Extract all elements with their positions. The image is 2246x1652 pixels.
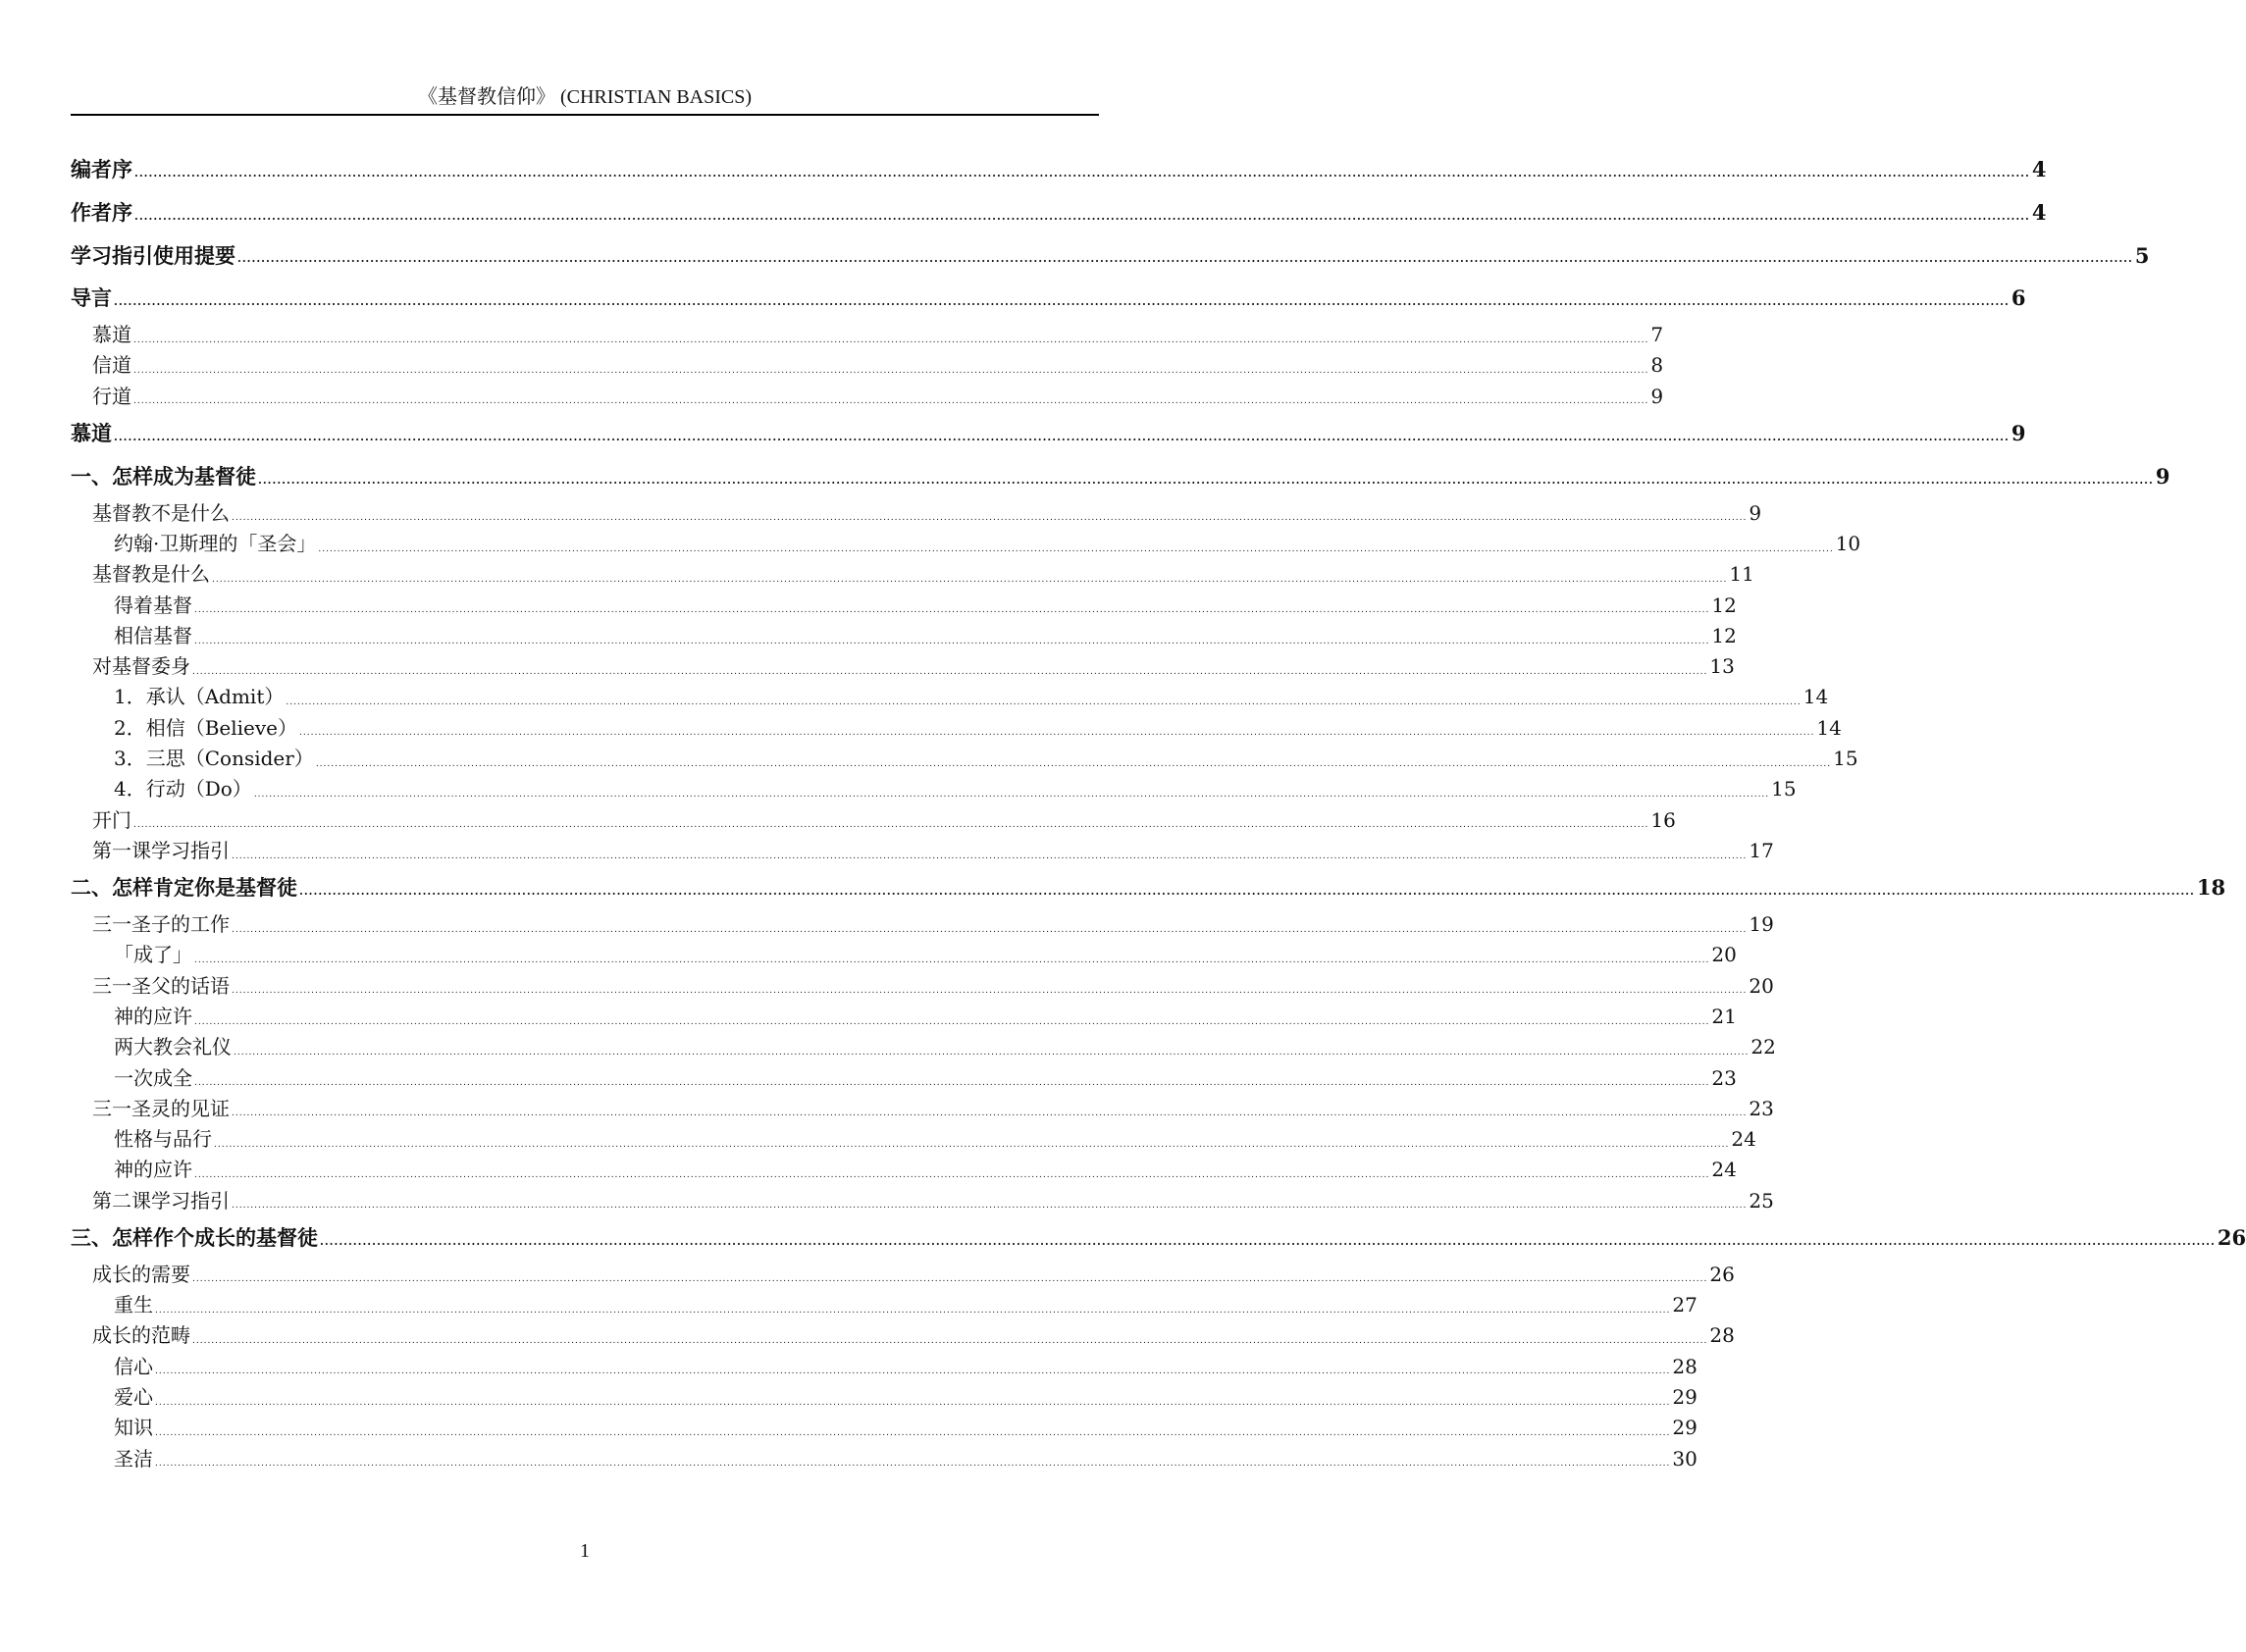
toc-entry-title: 相信基督 [114,623,192,647]
toc-entry-page: 30 [1672,1446,1698,1471]
toc-entry-page: 22 [1750,1035,1776,1059]
toc-entry-level-3[interactable] [71,1413,1698,1443]
toc-entry-level-2[interactable] [71,1260,1735,1290]
toc-entry-level-1[interactable] [71,234,2150,278]
toc-entry-title: 信心 [114,1354,153,1378]
toc-entry-page: 14 [1802,685,1829,709]
toc-leader-dots: ................................................................................................................................................................................................................................................................................................................................................................................................................ [315,758,1832,769]
toc-entry-page: 8 [1650,353,1664,378]
toc-leader-dots: ................................................................................................................................................................................................................................................................................................................................................................................................................ [114,430,2010,443]
toc-entry-page: 9 [1650,384,1664,408]
toc-entry-title: 三一圣灵的见证 [92,1096,230,1120]
toc-entry-title: 成长的需要 [92,1262,190,1286]
toc-entry-title: 编者序 [71,157,132,181]
toc-entry-page: 20 [1711,943,1737,967]
toc-entry-title: 三、怎样作个成长的基督徒 [71,1225,318,1250]
toc-entry-level-2[interactable] [71,382,1664,412]
toc-entry-page: 9 [2011,421,2026,446]
toc-entry-page: 4 [2031,157,2047,181]
toc-leader-dots: ................................................................................................................................................................................................................................................................................................................................................................................................................ [134,209,2030,223]
toc-leader-dots: ................................................................................................................................................................................................................................................................................................................................................................................................................ [232,1201,1748,1212]
toc-entry-page: 23 [1749,1096,1774,1120]
toc-entry-title: 导言 [71,285,112,311]
toc-leader-dots: ................................................................................................................................................................................................................................................................................................................................................................................................................ [155,1427,1671,1438]
toc-leader-dots: ................................................................................................................................................................................................................................................................................................................................................................................................................ [258,473,2154,487]
toc-leader-dots: ................................................................................................................................................................................................................................................................................................................................................................................................................ [155,1397,1671,1408]
toc-entry-level-2[interactable] [71,559,1754,590]
toc-leader-dots: ................................................................................................................................................................................................................................................................................................................................................................................................................ [237,252,2133,266]
toc-entry-title: 慕道 [71,421,112,446]
toc-leader-dots: ................................................................................................................................................................................................................................................................................................................................................................................................................ [114,295,2010,309]
toc-leader-dots: ................................................................................................................................................................................................................................................................................................................................................................................................................ [192,1274,1708,1285]
toc-entry-level-3[interactable] [71,1352,1698,1382]
toc-entry-level-2[interactable] [71,1320,1735,1351]
toc-leader-dots: ................................................................................................................................................................................................................................................................................................................................................................................................................ [134,166,2030,180]
toc-entry-title: 基督教是什么 [92,562,210,587]
toc-leader-dots: ................................................................................................................................................................................................................................................................................................................................................................................................................ [214,1139,1730,1150]
toc-leader-dots: ................................................................................................................................................................................................................................................................................................................................................................................................................ [318,543,1834,554]
toc-entry-level-1[interactable] [71,455,2170,498]
toc-leader-dots: ................................................................................................................................................................................................................................................................................................................................................................................................................ [194,955,1710,965]
toc-entry-level-3[interactable] [71,1063,1737,1094]
toc-entry-title: 三一圣子的工作 [92,912,230,937]
table-of-contents [71,148,2246,1474]
toc-entry-title: 第一课学习指引 [92,838,230,862]
toc-leader-dots: ................................................................................................................................................................................................................................................................................................................................................................................................................ [232,1109,1748,1119]
toc-entry-level-3[interactable] [71,1032,1776,1062]
toc-entry-page: 13 [1709,654,1735,679]
toc-entry-page: 26 [1709,1262,1735,1286]
toc-leader-dots: ................................................................................................................................................................................................................................................................................................................................................................................................................ [253,789,1770,800]
toc-entry-title: 基督教不是什么 [92,500,230,525]
toc-leader-dots: ................................................................................................................................................................................................................................................................................................................................................................................................................ [194,605,1710,616]
toc-entry-title: 学习指引使用提要 [71,242,235,268]
toc-entry-level-2[interactable] [71,498,1762,529]
toc-entry-page: 9 [2155,463,2170,489]
toc-entry-level-3[interactable] [71,1155,1737,1185]
toc-entry-level-2[interactable] [71,350,1664,381]
toc-entry-title: 对基督委身 [92,654,190,679]
toc-entry-title: 二、怎样肯定你是基督徒 [71,875,297,901]
toc-entry-level-1[interactable] [71,866,2226,909]
toc-entry-page: 24 [1711,1158,1737,1182]
toc-leader-dots: ................................................................................................................................................................................................................................................................................................................................................................................................................ [286,697,1802,708]
toc-leader-dots: ................................................................................................................................................................................................................................................................................................................................................................................................................ [194,1078,1710,1089]
toc-entry-level-3[interactable] [71,1382,1698,1413]
toc-entry-page: 5 [2134,242,2150,268]
toc-entry-title: 两大教会礼仪 [114,1035,232,1059]
toc-leader-dots: ................................................................................................................................................................................................................................................................................................................................................................................................................ [192,1336,1708,1347]
toc-leader-dots: ................................................................................................................................................................................................................................................................................................................................................................................................................ [212,574,1728,585]
toc-entry-page: 23 [1711,1065,1737,1090]
toc-entry-level-3[interactable] [71,713,1842,744]
toc-entry-title: 知识 [114,1416,153,1440]
toc-entry-title: 信道 [92,353,131,378]
toc-entry-level-3[interactable] [71,1124,1756,1155]
toc-entry-page: 7 [1650,323,1664,347]
toc-leader-dots: ................................................................................................................................................................................................................................................................................................................................................................................................................ [192,666,1708,677]
toc-entry-level-1[interactable] [71,1216,2246,1260]
toc-entry-title: 第二课学习指引 [92,1188,230,1213]
toc-entry-level-1[interactable] [71,148,2047,191]
toc-entry-title: 性格与品行 [114,1127,212,1152]
toc-leader-dots: ................................................................................................................................................................................................................................................................................................................................................................................................................ [133,366,1649,377]
toc-entry-page: 28 [1672,1354,1698,1378]
toc-entry-page: 18 [2196,875,2226,901]
toc-entry-page: 15 [1771,777,1797,801]
toc-entry-level-3[interactable] [71,940,1737,970]
toc-entry-title: 3．三思（Consider） [114,747,314,771]
toc-entry-page: 24 [1731,1127,1756,1152]
toc-entry-level-2[interactable] [71,1186,1774,1216]
toc-entry-level-3[interactable] [71,682,1829,712]
toc-entry-level-3[interactable] [71,591,1737,621]
toc-entry-level-3[interactable] [71,529,1861,559]
toc-entry-page: 9 [1749,500,1762,525]
toc-leader-dots: ................................................................................................................................................................................................................................................................................................................................................................................................................ [320,1234,2216,1248]
toc-entry-page: 29 [1672,1416,1698,1440]
toc-entry-page: 16 [1650,807,1676,832]
page-number: 1 [580,1540,590,1562]
toc-entry-level-2[interactable] [71,836,1774,866]
toc-entry-level-3[interactable] [71,1290,1698,1320]
toc-entry-title: 重生 [114,1293,153,1317]
toc-entry-page: 19 [1749,912,1774,937]
toc-leader-dots: ................................................................................................................................................................................................................................................................................................................................................................................................................ [155,1367,1671,1377]
toc-leader-dots: ................................................................................................................................................................................................................................................................................................................................................................................................................ [155,1459,1671,1470]
toc-entry-title: 三一圣父的话语 [92,973,230,998]
toc-entry-page: 21 [1711,1004,1737,1028]
toc-leader-dots: ................................................................................................................................................................................................................................................................................................................................................................................................................ [299,728,1815,739]
toc-leader-dots: ................................................................................................................................................................................................................................................................................................................................................................................................................ [232,924,1748,935]
toc-leader-dots: ................................................................................................................................................................................................................................................................................................................................................................................................................ [299,885,2195,899]
toc-leader-dots: ................................................................................................................................................................................................................................................................................................................................................................................................................ [133,396,1649,407]
toc-entry-title: 成长的范畴 [92,1323,190,1348]
toc-entry-level-3[interactable] [71,774,1797,804]
toc-entry-page: 12 [1711,623,1737,647]
toc-entry-title: 爱心 [114,1384,153,1409]
toc-entry-level-2[interactable] [71,651,1735,682]
toc-leader-dots: ................................................................................................................................................................................................................................................................................................................................................................................................................ [155,1305,1671,1316]
toc-entry-level-3[interactable] [71,744,1858,774]
toc-entry-title: 「成了」 [114,943,192,967]
toc-leader-dots: ................................................................................................................................................................................................................................................................................................................................................................................................................ [194,636,1710,646]
toc-entry-title: 4．行动（Do） [114,777,252,801]
toc-entry-title: 慕道 [92,323,131,347]
toc-entry-title: 约翰·卫斯理的「圣会」 [114,531,317,555]
toc-entry-page: 27 [1672,1293,1698,1317]
toc-entry-title: 神的应许 [114,1158,192,1182]
toc-entry-page: 12 [1711,593,1737,617]
toc-entry-title: 得着基督 [114,593,192,617]
toc-entry-page: 15 [1833,747,1858,771]
toc-entry-page: 4 [2031,199,2047,225]
toc-entry-page: 26 [2217,1225,2246,1250]
toc-leader-dots: ................................................................................................................................................................................................................................................................................................................................................................................................................ [232,513,1748,524]
toc-entry-page: 17 [1749,838,1774,862]
toc-entry-title: 一、怎样成为基督徒 [71,463,256,489]
toc-entry-level-2[interactable] [71,909,1774,940]
toc-entry-title: 作者序 [71,199,132,225]
toc-leader-dots: ................................................................................................................................................................................................................................................................................................................................................................................................................ [234,1047,1750,1058]
toc-entry-level-3[interactable] [71,1444,1698,1474]
toc-entry-page: 14 [1816,715,1842,740]
toc-leader-dots: ................................................................................................................................................................................................................................................................................................................................................................................................................ [232,851,1748,861]
toc-leader-dots: ................................................................................................................................................................................................................................................................................................................................................................................................................ [232,986,1748,997]
toc-entry-level-2[interactable] [71,971,1774,1002]
toc-entry-title: 神的应许 [114,1004,192,1028]
header-rule [71,114,1099,116]
toc-entry-page: 6 [2011,285,2026,311]
toc-entry-page: 11 [1729,562,1754,587]
toc-entry-page: 29 [1672,1384,1698,1409]
toc-entry-level-2[interactable] [71,805,1676,836]
toc-entry-level-1[interactable] [71,277,2026,320]
toc-entry-level-1[interactable] [71,412,2026,455]
toc-entry-title: 开门 [92,807,131,832]
toc-leader-dots: ................................................................................................................................................................................................................................................................................................................................................................................................................ [194,1016,1710,1027]
toc-entry-title: 行道 [92,384,131,408]
page-header-title: 《基督教信仰》 (CHRISTIAN BASICS) [417,86,753,108]
toc-entry-title: 圣洁 [114,1446,153,1471]
toc-entry-page: 20 [1749,973,1774,998]
toc-entry-title: 一次成全 [114,1065,192,1090]
toc-entry-level-2[interactable] [71,320,1664,350]
toc-entry-page: 25 [1749,1188,1774,1213]
toc-leader-dots: ................................................................................................................................................................................................................................................................................................................................................................................................................ [194,1170,1710,1181]
toc-entry-title: 2．相信（Believe） [114,715,298,740]
toc-entry-page: 28 [1709,1323,1735,1348]
toc-entry-level-2[interactable] [71,1094,1774,1124]
toc-entry-level-1[interactable] [71,191,2047,234]
toc-entry-level-3[interactable] [71,621,1737,651]
toc-entry-page: 10 [1835,531,1861,555]
toc-leader-dots: ................................................................................................................................................................................................................................................................................................................................................................................................................ [133,335,1649,345]
toc-leader-dots: ................................................................................................................................................................................................................................................................................................................................................................................................................ [133,820,1649,831]
toc-entry-level-3[interactable] [71,1002,1737,1032]
toc-entry-title: 1．承认（Admit） [114,685,285,709]
